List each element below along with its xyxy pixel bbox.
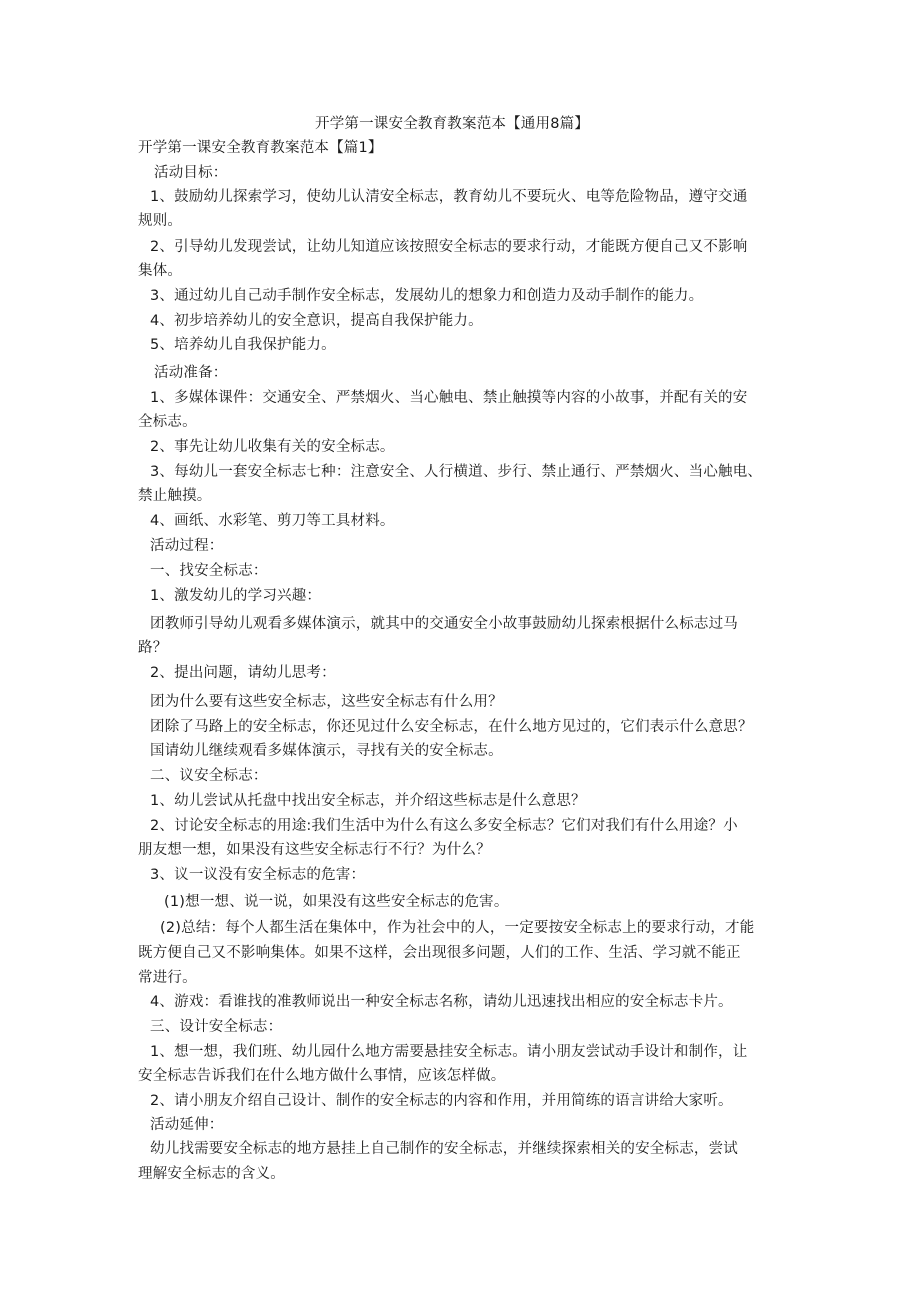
text-line: 1、激发幼儿的学习兴趣： [150,588,322,604]
text-line: 1、想一想，我们班、幼儿园什么地方需要悬挂安全标志。请小朋友尝试动手设计和制作，让 [150,1044,748,1060]
text-line: 国请幼儿继续观看多媒体演示，寻找有关的安全标志。 [150,743,503,759]
heading-activity-goals: 活动目标： [154,165,228,181]
text-line: 1、多媒体课件：交通安全、严禁烟火、当心触电、禁止触摸等内容的小故事，并配有关的安 [150,390,748,406]
text-line: 团为什么要有这些安全标志，这些安全标志有什么用？ [150,694,503,710]
text-line: 全标志。 [138,414,197,430]
text-line: 2、请小朋友介绍自己设计、制作的安全标志的内容和作用，并用简练的语言讲给大家听。 [150,1093,733,1109]
heading-activity-preparation: 活动准备： [154,365,228,381]
text-line: 路？ [138,640,168,656]
text-line: 禁止触摸。 [138,488,212,504]
text-line: 既方便自己又不影响集体。如果不这样，会出现很多问题，人们的工作、生活、学习就不能正 [138,945,741,961]
text-line: (1)想一想、说一说，如果没有这些安全标志的危害。 [164,894,509,910]
text-line: 2、事先让幼儿收集有关的安全标志。 [150,439,395,455]
text-line: 1、鼓励幼儿探索学习，使幼儿认清安全标志，教育幼儿不要玩火、电等危险物品，遵守交通 [150,189,748,205]
text-line: 1、幼儿尝试从托盘中找出安全标志，并介绍这些标志是什么意思？ [150,793,586,809]
text-line: 幼儿找需要安全标志的地方悬挂上自己制作的安全标志，并继续探索相关的安全标志，尝试 [150,1141,738,1157]
text-line: 规则。 [138,213,183,229]
document-title: 开学第一课安全教育教案范本【通用8篇】 [315,116,590,132]
text-line: 3、议一议没有安全标志的危害： [150,867,366,883]
text-line: 4、初步培养幼儿的安全意识，提高自我保护能力。 [150,313,483,329]
text-line: 集体。 [138,263,183,279]
subheading: 三、设计安全标志： [150,1019,283,1035]
text-line: 4、画纸、水彩笔、剪刀等工具材料。 [150,513,395,529]
text-line: 3、每幼儿一套安全标志七种：注意安全、人行横道、步行、禁止通行、严禁烟火、当心触电、 [150,464,763,480]
heading-activity-process: 活动过程： [150,538,224,554]
text-line: 4、游戏：看谁找的准教师说出一种安全标志名称，请幼儿迅速找出相应的安全标志卡片。 [150,994,733,1010]
subheading: 一、找安全标志： [150,563,268,579]
text-line: 2、提出问题，请幼儿思考： [150,665,336,681]
heading-activity-extension: 活动延伸： [150,1117,224,1133]
text-line: 3、通过幼儿自己动手制作安全标志，发展幼儿的想象力和创造力及动手制作的能力。 [150,288,704,304]
text-line: 安全标志告诉我们在什么地方做什么事情，应该怎样做。 [138,1068,506,1084]
text-line: 常进行。 [138,970,197,986]
section-heading: 开学第一课安全教育教案范本【篇1】 [138,140,383,156]
text-line: 团教师引导幼儿观看多媒体演示，就其中的交通安全小故事鼓励幼儿探索根据什么标志过马 [150,616,738,632]
text-line: 2、引导幼儿发现尝试，让幼儿知道应该按照安全标志的要求行动，才能既方便自己又不影响 [150,239,748,255]
text-line: 理解安全标志的含义。 [138,1166,285,1182]
text-line: (2)总结：每个人都生活在集体中，作为社会中的人，一定要按安全标志上的要求行动，才能 [160,920,755,936]
text-line: 5、培养幼儿自我保护能力。 [150,337,336,353]
text-line: 2、讨论安全标志的用途:我们生活中为什么有这么多安全标志？它们对我们有什么用途？小 [150,818,738,834]
text-line: 朋友想一想，如果没有这些安全标志行不行？为什么？ [138,842,491,858]
text-line: 团除了马路上的安全标志，你还见过什么安全标志，在什么地方见过的，它们表示什么意思？ [150,719,753,735]
subheading: 二、议安全标志： [150,768,268,784]
